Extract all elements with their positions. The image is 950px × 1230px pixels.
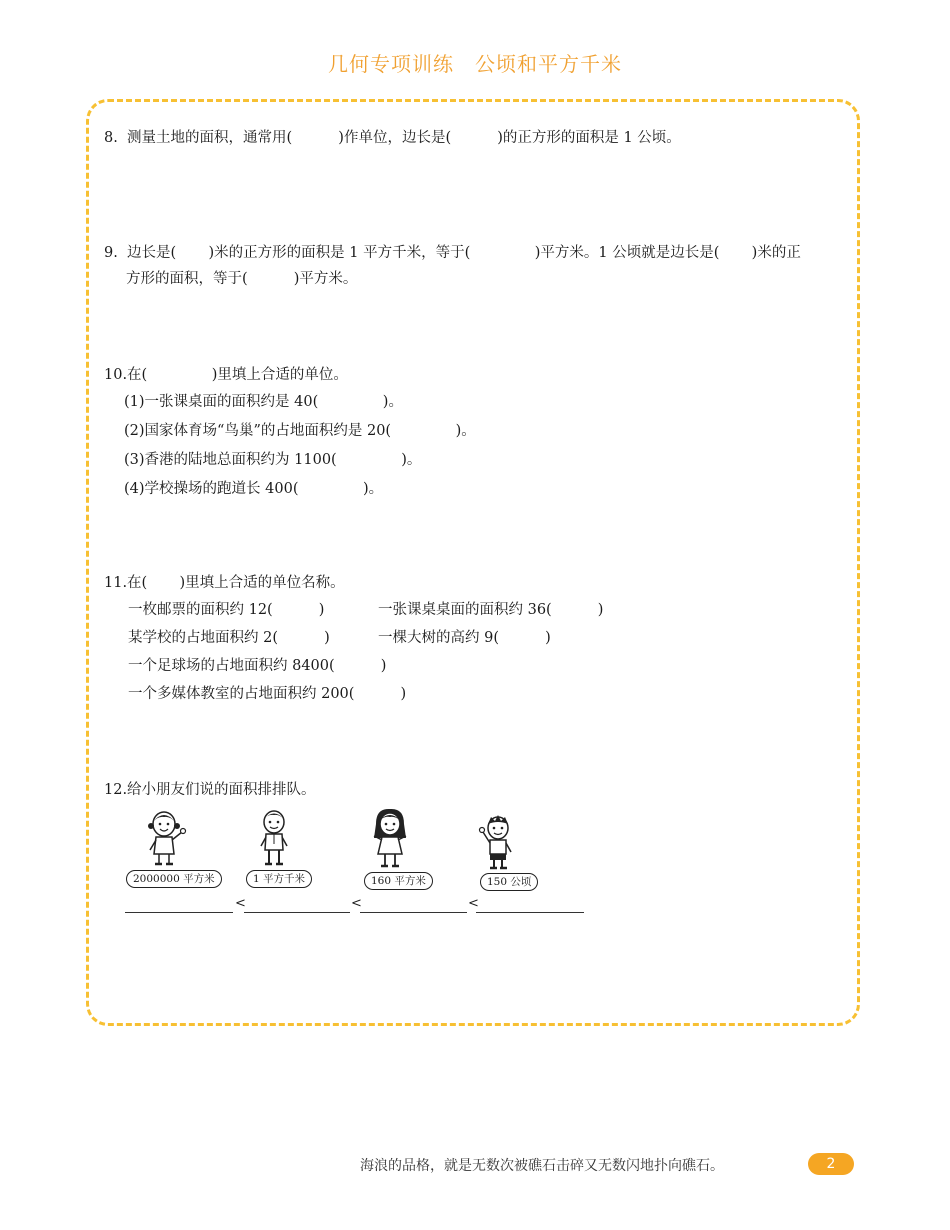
order-blank-2[interactable] (244, 912, 350, 913)
question-10-item-3: (3)香港的陆地总面积约为 1100( )。 (124, 452, 422, 468)
less-than-sign-1: < (235, 896, 246, 911)
question-10-item-1: (1)一张课桌面的面积约是 40( )。 (124, 394, 403, 410)
question-10-stem: 10.在( )里填上合适的单位。 (104, 367, 348, 383)
question-11-item-4: 一棵大树的高约 9( ) (378, 630, 551, 646)
less-than-sign-2: < (351, 896, 362, 911)
footer-motto: 海浪的品格，就是无数次被礁石击碎又无数闪地扑向礁石。 (360, 1158, 724, 1174)
question-11-stem: 11.在( )里填上合适的单位名称。 (104, 575, 345, 591)
question-11-item-2: 一张课桌桌面的面积约 36( ) (378, 602, 604, 618)
area-bubble-1: 2000000 平方米 (126, 870, 222, 888)
question-9-line-2: 方形的面积，等于( )平方米。 (126, 271, 358, 287)
question-10-item-2: (2)国家体育场“鸟巢”的占地面积约是 20( )。 (124, 423, 476, 439)
question-11-item-6: 一个多媒体教室的占地面积约 200( ) (128, 686, 407, 702)
page-number-badge: 2 (808, 1153, 854, 1175)
order-blank-4[interactable] (476, 912, 584, 913)
question-11-item-3: 某学校的占地面积约 2( ) (128, 630, 330, 646)
question-9-line-1: 9. 边长是( )米的正方形的面积是 1 平方千米，等于( )平方米。1 公顷就是边长是( )米的正 (104, 245, 801, 261)
girl-illustration-1 (140, 810, 192, 868)
question-12-stem: 12.给小朋友们说的面积排排队。 (104, 782, 316, 798)
boy-illustration-1 (252, 808, 296, 868)
area-bubble-4: 150 公顷 (480, 873, 538, 891)
question-8: 8. 测量土地的面积，通常用( )作单位，边长是( )的正方形的面积是 1 公顷。 (104, 130, 681, 146)
question-11-item-5: 一个足球场的占地面积约 8400( ) (128, 658, 387, 674)
area-bubble-3: 160 平方米 (364, 872, 433, 890)
order-blank-1[interactable] (125, 912, 233, 913)
question-10-item-4: (4)学校操场的跑道长 400( )。 (124, 481, 384, 497)
girl-illustration-2 (366, 808, 414, 870)
order-blank-3[interactable] (360, 912, 467, 913)
less-than-sign-3: < (468, 896, 479, 911)
page-title: 几何专项训练 公顷和平方千米 (328, 52, 622, 76)
boy-illustration-2 (476, 814, 520, 872)
question-11-item-1: 一枚邮票的面积约 12( ) (128, 602, 325, 618)
area-bubble-2: 1 平方千米 (246, 870, 312, 888)
